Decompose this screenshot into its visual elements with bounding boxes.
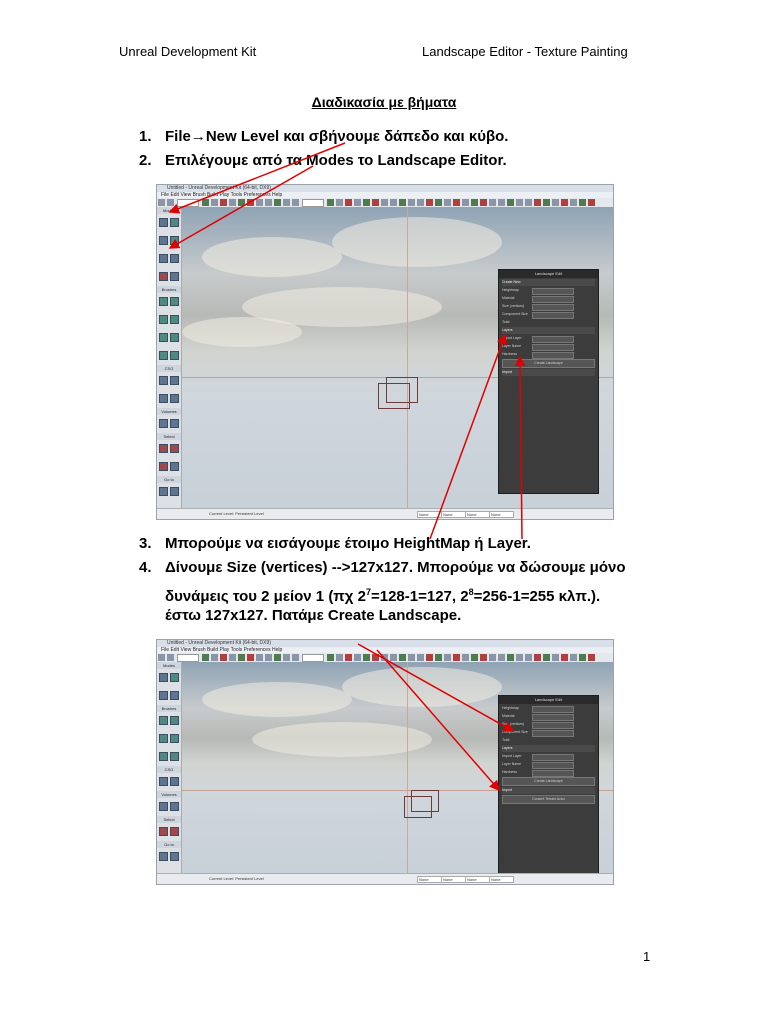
viewport[interactable]	[182, 662, 613, 874]
panel-row-layer-name[interactable]: Layer Name	[502, 343, 595, 350]
volumes-label: Volumes	[157, 791, 181, 798]
panel-row-material[interactable]: Material	[502, 713, 595, 720]
panel-row-import-layer[interactable]: Import Layer	[502, 753, 595, 760]
step-4-line-1: Δίνουμε Size (vertices) -->127x127. Μπορούμε να δώσουμε μόνο	[165, 559, 626, 576]
header-right: Landscape Editor - Texture Painting	[422, 44, 628, 59]
panel-row-size[interactable]: Size (vertices)	[502, 721, 595, 728]
step-2-number: 2.	[139, 152, 152, 169]
status-bar: Current Level: Persistent Level None None None None	[157, 873, 613, 884]
goto-label: Go to	[157, 841, 181, 848]
panel-row-heightmap[interactable]: Heightmap	[502, 287, 595, 294]
step-2-text: Επιλέγουμε από τα Modes το Landscape Editor.	[165, 152, 507, 169]
screenshot-1	[156, 184, 614, 520]
modes-label: Modes	[157, 662, 181, 669]
viewport[interactable]	[182, 207, 613, 509]
panel-row-heightmap[interactable]: Heightmap	[502, 705, 595, 712]
csg-label: CSG	[157, 365, 181, 372]
panel-row-create-new: Create New	[502, 279, 595, 286]
step-1-number: 1.	[139, 128, 152, 145]
status-level: Current Level: Persistent Level	[209, 876, 264, 881]
brushes-label: Brushes	[157, 705, 181, 712]
panel-row-component-size[interactable]: Component Size	[502, 311, 595, 318]
panel-row-component-size[interactable]: Component Size	[502, 729, 595, 736]
header-left: Unreal Development Kit	[119, 44, 257, 59]
status-level: Current Level: Persistent Level	[209, 511, 264, 516]
select-label: Select	[157, 433, 181, 440]
panel-row-size[interactable]: Size (vertices)	[502, 303, 595, 310]
panel-row-layers: Layers	[502, 327, 595, 334]
page-title: Διαδικασία με βήματα	[311, 94, 457, 110]
status-bar: Current Level: Persistent Level None None None None	[157, 508, 613, 519]
menu-bar: File Edit View Brush Build Play Tools Preferences Help	[157, 192, 613, 198]
brushes-label: Brushes	[157, 286, 181, 293]
goto-label: Go to	[157, 476, 181, 483]
step-3-text: Μπορούμε να εισάγουμε έτοιμο HeightMap ή Layer.	[165, 535, 531, 552]
menu-bar: File Edit View Brush Build Play Tools Preferences Help	[157, 647, 613, 653]
panel-row-import: Import	[502, 369, 595, 376]
landscape-edit-panel	[498, 695, 599, 875]
select-label: Select	[157, 816, 181, 823]
panel-row-hardness[interactable]: Hardness	[502, 351, 595, 358]
screenshot-2	[156, 639, 614, 885]
step-2	[139, 149, 507, 173]
step-1	[139, 125, 508, 149]
step-3	[139, 532, 531, 556]
step-4-line-3: έστω 127x127. Πατάμε Create Landscape.	[165, 607, 462, 624]
landscape-edit-panel	[498, 269, 599, 494]
volumes-label: Volumes	[157, 408, 181, 415]
modes-panel	[157, 662, 182, 874]
create-landscape-button[interactable]: Create Landscape	[502, 777, 595, 786]
create-landscape-button[interactable]: Create Landscape	[502, 359, 595, 368]
step-4	[139, 556, 626, 580]
modes-panel	[157, 207, 182, 509]
page-number: 1	[643, 949, 651, 964]
panel-row-layers: Layers	[502, 745, 595, 752]
panel-row-total: Total	[502, 320, 510, 324]
panel-title: Landscape Edit	[499, 270, 598, 278]
panel-row-material[interactable]: Material	[502, 295, 595, 302]
panel-row-import: Import	[502, 787, 595, 794]
panel-title: Landscape Edit	[499, 696, 598, 704]
panel-row-layer-name[interactable]: Layer Name	[502, 761, 595, 768]
step-3-number: 3.	[139, 535, 152, 552]
window-title: Untitled - Unreal Development Kit (64-bit, DX9)	[157, 185, 613, 192]
step-4-number: 4.	[139, 559, 152, 576]
convert-terrain-button[interactable]: Convert Terrain Actor	[502, 795, 595, 804]
step-4-line-2: δυνάμεις του 2 μείον 1 (πχ $2^7=128-1=127$, $2^8=256-1=255$ κλπ.).	[165, 587, 601, 605]
panel-row-hardness[interactable]: Hardness	[502, 769, 595, 776]
step-1-text: File→New Level και σβήνουμε δάπεδο και κύβο.	[165, 128, 509, 145]
panel-row-import-layer[interactable]: Import Layer	[502, 335, 595, 342]
panel-row-total: Total	[502, 738, 510, 742]
csg-label: CSG	[157, 766, 181, 773]
modes-label: Modes	[157, 207, 181, 214]
window-title: Untitled - Unreal Development Kit (64-bit, DX9)	[157, 640, 613, 647]
